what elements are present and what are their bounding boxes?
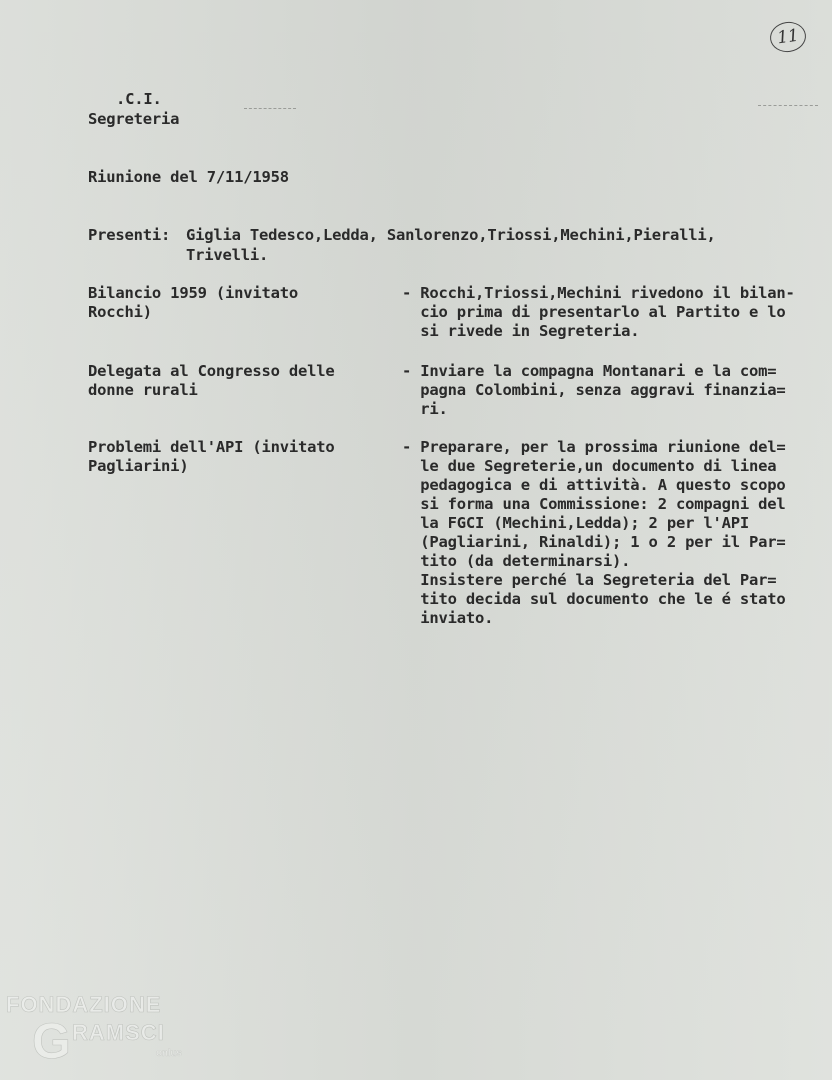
topic-line: Delegata al Congresso delle [88,362,335,380]
agenda-topic-delegate [88,362,335,400]
decision-line: tito (da determinarsi). [402,552,631,570]
decision-line: inviato. [402,609,494,627]
decision-line: - Rocchi,Triossi,Mechini rivedono il bilan- [402,284,795,302]
decision-line: pagna Colombini, senza aggravi finanzia= [402,381,786,399]
header-rule-left [244,108,296,109]
agenda-decision-budget [402,284,795,341]
fondazione-gramsci-watermark [6,992,206,1074]
page-number-stamp: 11 [768,20,808,55]
decision-line: la FGCI (Mechini,Ledda); 2 per l'API [402,514,750,532]
decision-line: si rivede in Segreteria. [402,322,640,340]
decision-line: cio prima di presentarlo al Partito e lo [402,303,786,321]
topic-line: donne rurali [88,381,198,399]
agenda-topic-api [88,438,335,476]
decision-line: tito decida sul documento che le é stato [402,590,786,608]
topic-line: Rocchi) [88,303,152,321]
meeting-date: Riunione del 7/11/1958 [88,168,289,186]
topic-line: Problemi dell'API (invitato [88,438,335,456]
decision-line: le due Segreterie,un documento di linea [402,457,777,475]
decision-line: - Preparare, per la prossima riunione del= [402,438,786,456]
topic-line: Pagliarini) [88,457,189,475]
topic-line: Bilancio 1959 (invitato [88,284,299,302]
decision-line: pedagogica e di attività. A questo scopo [402,476,786,494]
attendees-line-2: Trivelli. [186,246,269,264]
decision-line: Insistere perché la Segreteria del Par= [402,571,777,589]
agenda-topic-budget [88,284,298,322]
decision-line: - Inviare la compagna Montanari e la com= [402,362,777,380]
agenda-decision-delegate [402,362,786,419]
watermark-line-1: FONDAZIONE [6,992,162,1017]
attendees-line-1: Giglia Tedesco,Ledda, Sanlorenzo,Triossi,Mechini,Pieralli, [186,226,716,244]
decision-line: ri. [402,400,448,418]
watermark-line-2: RAMSCI [72,1020,165,1045]
agenda-decision-api [402,438,786,628]
header-office: Segreteria [88,110,180,128]
watermark-sub: onlus [156,1048,182,1059]
header-org: .C.I. [116,90,162,108]
decision-line: (Pagliarini, Rinaldi); 1 o 2 per il Par= [402,533,786,551]
decision-line: si forma una Commissione: 2 compagni del [402,495,786,513]
watermark-initial: G [32,1013,71,1069]
header-rule-right [758,105,818,106]
attendees-label: Presenti: [88,226,171,244]
